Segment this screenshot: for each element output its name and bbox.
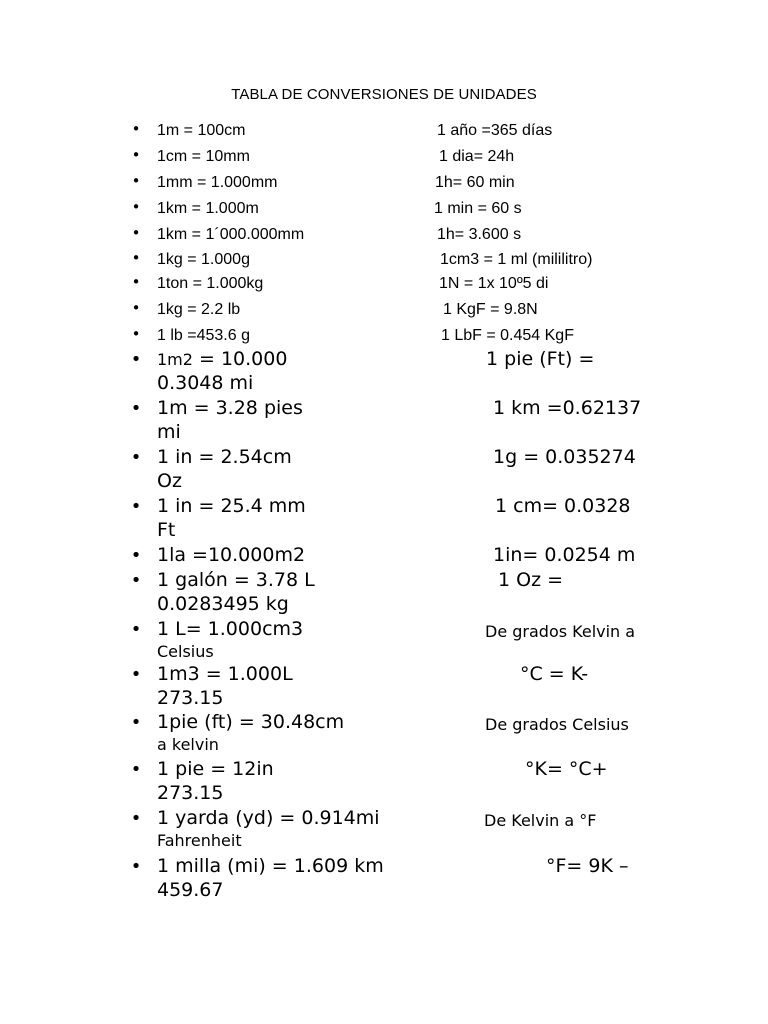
conversion-left-prefix: 1m2: [157, 350, 193, 369]
conversion-right: 1 min = 60 s: [434, 200, 522, 217]
list-item: [0, 325, 768, 349]
conversion-right: 1g = 0.035274: [493, 446, 636, 468]
list-item: [0, 198, 768, 222]
conversion-continuation: Ft: [157, 519, 176, 541]
conversion-continuation: Fahrenheit: [157, 831, 242, 850]
conversion-right: De grados Celsius: [485, 715, 629, 734]
conversion-left: 1 lb =453.6 g: [157, 327, 250, 344]
conversion-continuation: mi: [157, 421, 181, 443]
conversion-continuation: Oz: [157, 470, 182, 492]
conversion-left: 1m = 100cm: [157, 122, 246, 139]
bullet-icon: •: [130, 664, 142, 685]
bullet-icon: •: [130, 856, 142, 877]
bullet-icon: •: [131, 224, 141, 242]
conversion-left: 1m3 = 1.000L: [157, 663, 293, 685]
conversion-right: De Kelvin a °F: [484, 811, 597, 830]
conversion-left: 1kg = 1.000g: [157, 251, 250, 268]
bullet-icon: •: [130, 545, 142, 566]
bullet-icon: •: [131, 249, 141, 267]
list-item: [0, 299, 768, 323]
list-item: [0, 711, 768, 759]
bullet-icon: •: [130, 447, 142, 468]
conversion-left: 1 in = 25.4 mm: [157, 495, 306, 517]
conversion-continuation: 273.15: [157, 782, 224, 804]
conversion-right: 1 Oz =: [498, 569, 564, 591]
bullet-icon: •: [131, 273, 141, 291]
conversion-continuation: 0.0283495 kg: [157, 593, 289, 615]
conversion-continuation: 0.3048 mi: [157, 372, 254, 394]
page-title: TABLA DE CONVERSIONES DE UNIDADES: [231, 86, 537, 103]
conversion-right: 1N = 1x 10º5 di: [439, 275, 549, 292]
conversion-left: 1 galón = 3.78 L: [157, 569, 315, 591]
conversion-continuation: 459.67: [157, 879, 224, 901]
list-item: [0, 618, 768, 666]
list-item: [0, 569, 768, 617]
bullet-icon: •: [131, 172, 141, 190]
list-item: [0, 273, 768, 297]
conversion-right: 1 LbF = 0.454 KgF: [441, 327, 574, 344]
list-item: [0, 855, 768, 903]
conversion-right: °F= 9K –: [546, 855, 629, 877]
conversion-left: 1la =10.000m2: [157, 544, 306, 566]
conversion-right: De grados Kelvin a: [485, 622, 636, 641]
conversion-right: 1 dia= 24h: [439, 148, 515, 165]
bullet-icon: •: [131, 146, 141, 164]
conversion-continuation: a kelvin: [157, 735, 219, 754]
conversion-right: 1 cm= 0.0328: [495, 495, 631, 517]
list-item: [0, 807, 768, 855]
list-item: [0, 172, 768, 196]
conversion-continuation: 273.15: [157, 687, 224, 709]
list-item: [0, 495, 768, 543]
bullet-icon: •: [130, 759, 142, 780]
bullet-icon: •: [131, 198, 141, 216]
conversion-left: 1km = 1.000m: [157, 200, 259, 217]
conversion-left: 1 in = 2.54cm: [157, 446, 292, 468]
list-item: [0, 663, 768, 711]
conversion-left: 1kg = 2.2 lb: [157, 301, 241, 318]
list-item: [0, 224, 768, 248]
conversion-left: 1 yarda (yd) = 0.914mi: [157, 807, 380, 829]
bullet-icon: •: [130, 496, 142, 517]
conversion-left: 1 L= 1.000cm3: [157, 618, 304, 640]
conversion-left: 1ton = 1.000kg: [157, 275, 264, 292]
conversion-right: °C = K-: [520, 663, 589, 685]
bullet-icon: •: [130, 349, 142, 370]
conversion-right: °K= °C+: [525, 758, 608, 780]
list-item: [0, 348, 768, 396]
list-item: [0, 446, 768, 494]
bullet-icon: •: [131, 325, 141, 343]
conversion-left: 1pie (ft) = 30.48cm: [157, 711, 345, 733]
bullet-icon: •: [130, 398, 142, 419]
list-item: [0, 120, 768, 144]
conversion-right: 1cm3 = 1 ml (mililitro): [440, 251, 593, 268]
conversion-left: 1km = 1´000.000mm: [157, 226, 305, 243]
list-item: [0, 758, 768, 806]
list-item: [0, 249, 768, 273]
bullet-icon: •: [130, 712, 142, 733]
conversion-left: 1cm = 10mm: [157, 148, 250, 165]
conversion-right: 1 km =0.62137: [493, 397, 642, 419]
conversion-right: 1 pie (Ft) =: [486, 348, 595, 370]
conversion-right: 1in= 0.0254 m: [493, 544, 636, 566]
conversion-right: 1h= 60 min: [435, 174, 515, 191]
conversion-right: 1 año =365 días: [437, 122, 553, 139]
conversion-continuation: Celsius: [157, 642, 214, 661]
conversion-left: 1m2 = 10.000: [157, 348, 288, 370]
conversion-right: 1h= 3.600 s: [437, 226, 522, 243]
list-item: [0, 146, 768, 170]
conversion-left: 1 pie = 12in: [157, 758, 274, 780]
conversion-left: 1 milla (mi) = 1.609 km: [157, 855, 384, 877]
bullet-icon: •: [131, 299, 141, 317]
bullet-icon: •: [130, 808, 142, 829]
conversion-left: 1mm = 1.000mm: [157, 174, 278, 191]
conversion-left: 1m = 3.28 pies: [157, 397, 303, 419]
bullet-icon: •: [130, 619, 142, 640]
list-item: [0, 397, 768, 445]
bullet-icon: •: [130, 570, 142, 591]
bullet-icon: •: [131, 120, 141, 138]
conversion-right: 1 KgF = 9.8N: [443, 301, 538, 318]
